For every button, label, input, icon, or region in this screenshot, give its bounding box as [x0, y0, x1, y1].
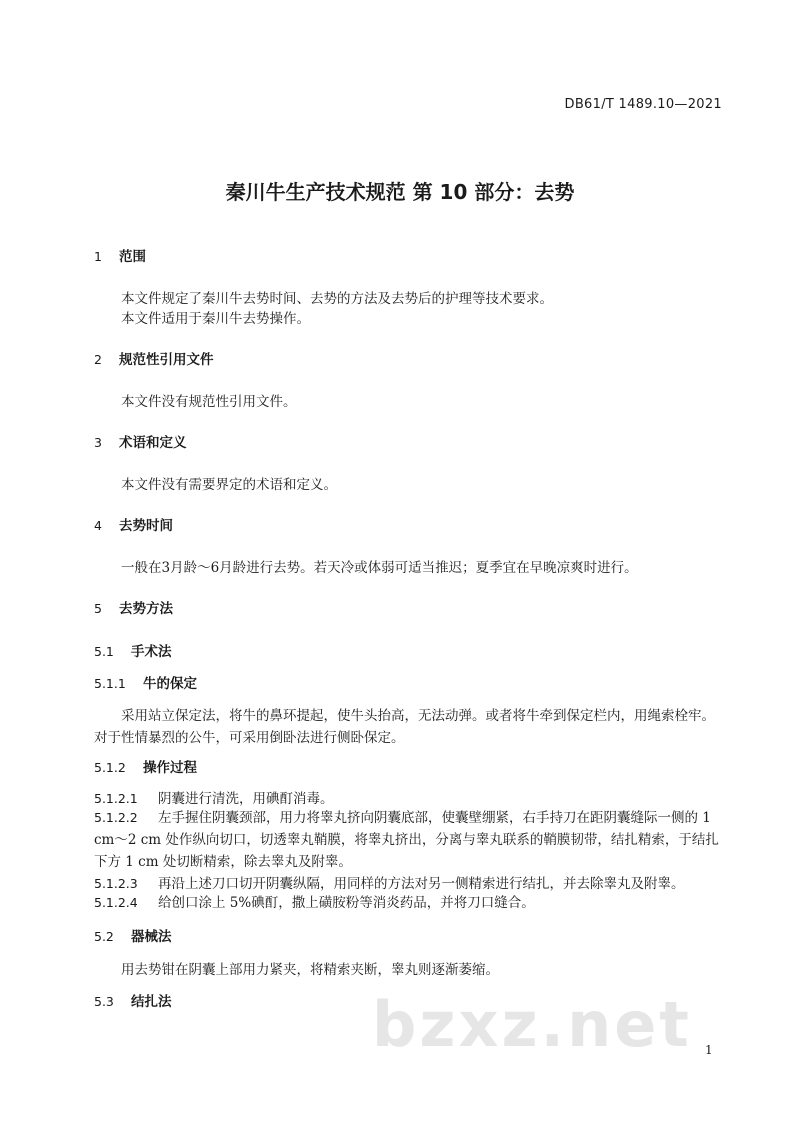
watermark: bzxz.net: [372, 988, 692, 1061]
item-text: 再沿上述刀口切开阴囊纵隔，用同样的方法对另一侧精索进行结扎，并去除睾丸及附睾。: [158, 876, 685, 892]
section-title: 器械法: [131, 929, 172, 945]
section-number: 1: [94, 249, 102, 264]
item-text: 左手握住阴囊颈部，用力将睾丸挤向阴囊底部，使囊壁绷紧，右手持刀在距阴囊缝际一侧的 1 cm～2 cm 处作纵向切口，切透睾丸鞘膜，将睾丸挤出，分离与睾丸联系的鞘膜韧带，结扎精索，于结扎下方 1 cm 处切断精索，除去睾丸及附睾。: [94, 810, 719, 870]
section-1-heading: [94, 245, 146, 265]
item-number: 5.1.2.1: [94, 791, 138, 806]
section-5-1-1-heading: [94, 672, 197, 692]
paragraph: 本文件没有需要界定的术语和定义。: [121, 477, 337, 493]
paragraph: 本文件规定了秦川牛去势时间、去势的方法及去势后的护理等技术要求。: [121, 291, 553, 307]
item-text: 阴囊进行清洗，用碘酊消毒。: [158, 791, 334, 807]
list-item: [94, 807, 721, 873]
item-text: 给创口涂上 5%碘酊，撒上磺胺粉等消炎药品，并将刀口缝合。: [158, 895, 535, 911]
section-title: 结扎法: [131, 994, 172, 1010]
section-title: 牛的保定: [143, 676, 197, 692]
section-3-heading: [94, 431, 187, 451]
document-title: 秦川牛生产技术规范 第 10 部分：去势: [225, 180, 575, 204]
section-number: 5.1: [94, 644, 114, 659]
section-4-heading: [94, 514, 173, 534]
paragraph: 一般在3月龄～6月龄进行去势。若天冷或体弱可适当推迟；夏季宜在早晚凉爽时进行。: [121, 560, 638, 576]
item-number: 5.1.2.4: [94, 895, 138, 910]
list-item: [94, 892, 721, 914]
section-title: 术语和定义: [119, 435, 187, 451]
section-5-2-heading: [94, 925, 172, 945]
section-5-3-heading: [94, 990, 172, 1010]
section-number: 5.3: [94, 994, 114, 1009]
section-2-heading: [94, 348, 214, 368]
section-number: 4: [94, 518, 102, 533]
section-number: 2: [94, 352, 102, 367]
section-title: 操作过程: [143, 760, 197, 776]
section-number: 3: [94, 435, 102, 450]
standard-code: DB61/T 1489.10—2021: [564, 97, 722, 112]
section-title: 范围: [119, 249, 146, 265]
section-title: 手术法: [131, 644, 172, 660]
section-number: 5.2: [94, 929, 114, 944]
item-number: 5.1.2.2: [94, 810, 138, 825]
section-title: 去势方法: [119, 601, 173, 617]
paragraph: 用去势钳在阴囊上部用力紧夹，将精索夹断，睾丸则逐渐萎缩。: [121, 962, 499, 978]
section-5-1-2-heading: [94, 756, 197, 776]
paragraph: 采用站立保定法，将牛的鼻环提起，使牛头抬高，无法动弹。或者将牛牵到保定栏内，用绳索栓牢。对于性情暴烈的公牛，可采用倒卧法进行侧卧保定。: [94, 708, 715, 746]
item-number: 5.1.2.3: [94, 876, 138, 891]
section-number: 5: [94, 601, 102, 616]
paragraph: 本文件适用于秦川牛去势操作。: [121, 311, 310, 327]
section-title: 去势时间: [119, 518, 173, 534]
section-number: 5.1.2: [94, 760, 126, 775]
section-5-1-heading: [94, 640, 172, 660]
page-number: 1: [705, 1043, 713, 1057]
section-title: 规范性引用文件: [119, 352, 214, 368]
paragraph: 本文件没有规范性引用文件。: [121, 394, 297, 410]
section-5-heading: [94, 597, 173, 617]
section-number: 5.1.1: [94, 676, 126, 691]
